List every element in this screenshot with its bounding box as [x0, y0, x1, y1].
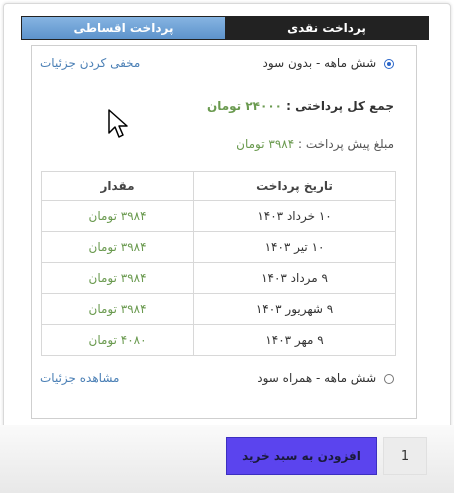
- total-payment-label: جمع کل پرداختی :: [286, 99, 394, 113]
- table-row: [42, 294, 396, 325]
- payment-amount: ۳۹۸۴ تومان: [42, 294, 194, 325]
- date-column-header: تاریخ پرداخت: [194, 172, 396, 201]
- plan-with-interest-radio[interactable]: [384, 374, 394, 384]
- table-row: [42, 232, 396, 263]
- table-row: [42, 325, 396, 356]
- prepayment-label: مبلغ پیش پرداخت :: [298, 137, 394, 151]
- payment-date: ۱۰ خرداد ۱۴۰۳: [194, 201, 396, 232]
- total-payment-line: [207, 99, 394, 113]
- tab-installment-payment[interactable]: پرداخت اقساطی: [22, 17, 225, 39]
- payment-amount: ۳۹۸۴ تومان: [42, 232, 194, 263]
- prepayment-value: ۳۹۸۴ تومان: [236, 137, 295, 151]
- plan-no-interest-radio[interactable]: [384, 59, 394, 69]
- payment-tabs: [21, 16, 429, 40]
- total-payment-value: ۲۴۰۰۰ تومان: [206, 99, 282, 113]
- table-row: [42, 201, 396, 232]
- payment-date: ۹ مرداد ۱۴۰۳: [194, 263, 396, 294]
- plan-with-interest-label: شش ماهه - همراه سود: [257, 371, 377, 385]
- quantity-field[interactable]: 1: [383, 437, 427, 475]
- mouse-pointer-icon: [108, 109, 130, 139]
- payment-date: ۹ شهریور ۱۴۰۳: [194, 294, 396, 325]
- show-details-link[interactable]: مشاهده جزئیات: [40, 371, 120, 385]
- payment-amount: ۳۹۸۴ تومان: [42, 201, 194, 232]
- payment-amount: ۳۹۸۴ تومان: [42, 263, 194, 294]
- tab-cash-payment[interactable]: پرداخت نقدی: [225, 17, 428, 39]
- installment-schedule-table: [41, 171, 396, 356]
- table-row: [42, 263, 396, 294]
- add-to-cart-button[interactable]: افزودن به سبد خرید: [226, 437, 377, 475]
- payment-amount: ۴۰۸۰ تومان: [42, 325, 194, 356]
- installment-panel: [31, 45, 417, 419]
- hide-details-link[interactable]: مخفی کردن جزئیات: [40, 56, 141, 70]
- payment-date: ۹ مهر ۱۴۰۳: [194, 325, 396, 356]
- plan-no-interest-label: شش ماهه - بدون سود: [262, 56, 377, 70]
- table-header-row: [42, 172, 396, 201]
- payment-date: ۱۰ تیر ۱۴۰۳: [194, 232, 396, 263]
- plan-no-interest-option[interactable]: [263, 56, 394, 70]
- plan-with-interest-option[interactable]: [257, 371, 394, 385]
- prepayment-line: [236, 137, 394, 151]
- amount-column-header: مقدار: [42, 172, 194, 201]
